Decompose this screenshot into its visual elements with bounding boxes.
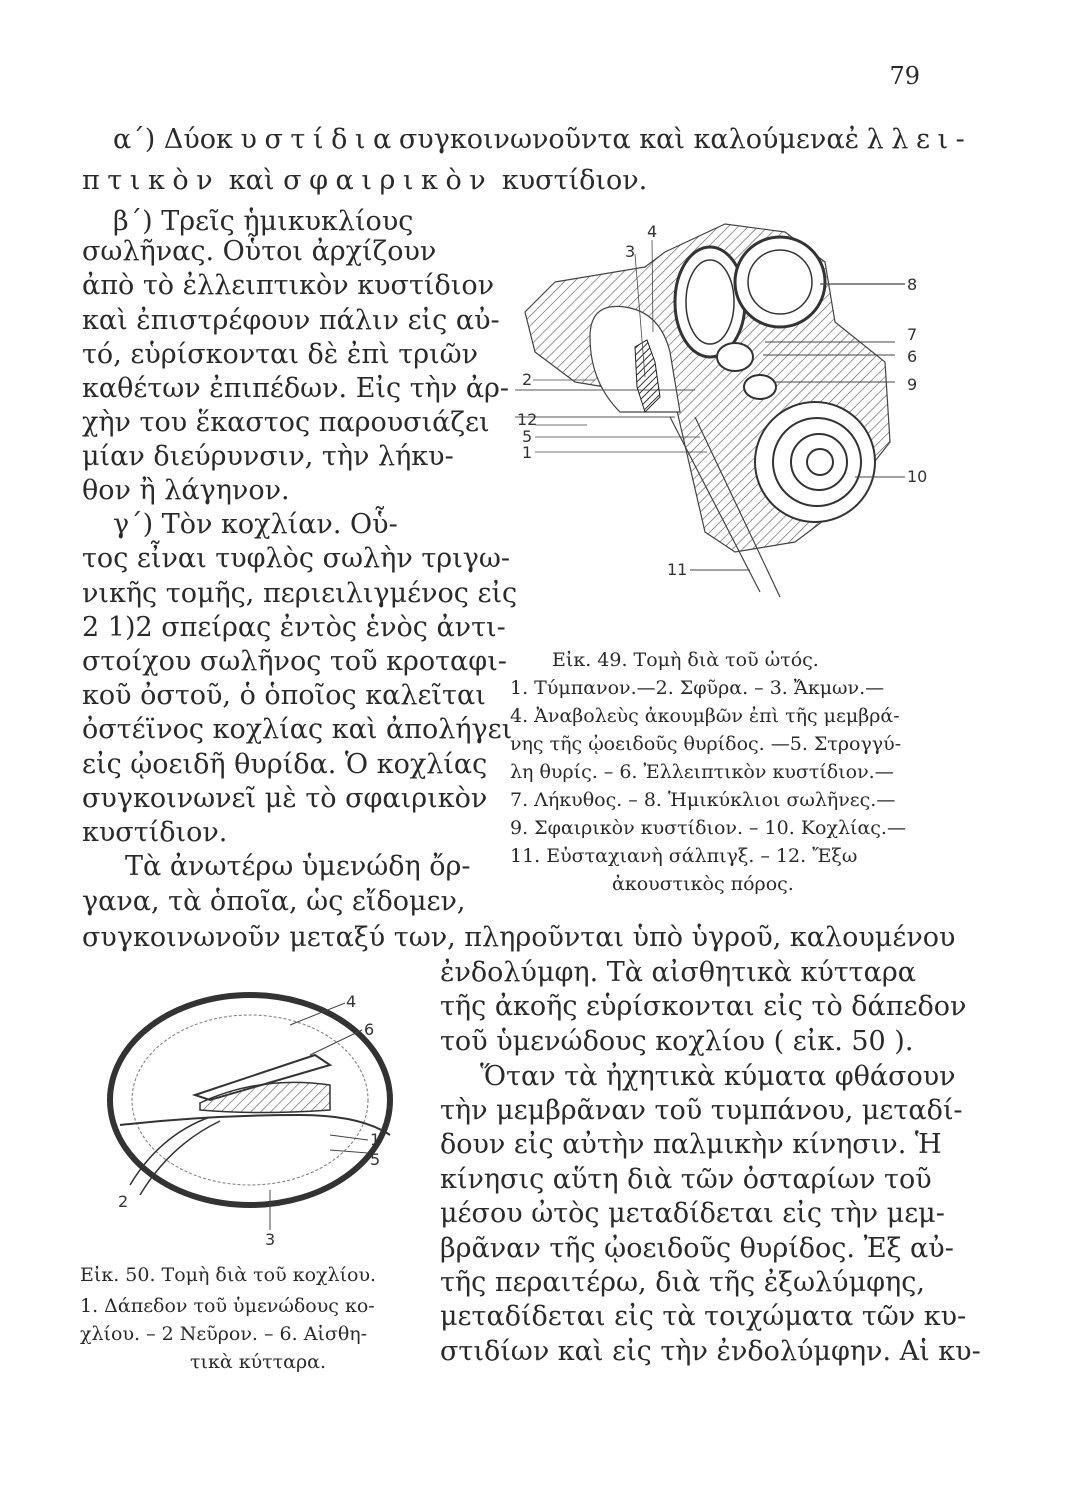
fig49-label: 6	[907, 347, 918, 366]
right-line: τῆς ἀκοῆς εὑρίσκονται εἰς τὸ δάπεδον	[440, 991, 967, 1022]
fig49-caption-title: Εἰκ. 49. Τομὴ διὰ τοῦ ὠτός.	[552, 649, 819, 671]
left-line: τος εἶναι τυφλὸς σωλὴν τριγω-	[82, 543, 511, 574]
fig50-label: 3	[265, 1230, 276, 1249]
fig49-label: 5	[522, 427, 533, 446]
fig49-label: 2	[522, 370, 533, 389]
fig49-caption-line: 11. Εὐσταχιανὴ σάλπιγξ. – 12. Ἔξω	[510, 845, 858, 867]
fig49-label: 11	[667, 560, 688, 579]
left-line: ὀστέϊνος κοχλίας καὶ ἀπολήγει	[82, 714, 513, 745]
left-line: β΄) Τρεῖς ἡμικυκλίους	[113, 206, 414, 237]
fig49-label: 1	[522, 443, 533, 462]
fig50-caption-line: τικὰ κύτταρα.	[190, 1351, 327, 1373]
fig49-label: 9	[907, 375, 918, 394]
fig49-caption-line: λη θυρίς. – 6. Ἐλλειπτικὸν κυστίδιον.—	[510, 761, 894, 783]
left-line: γ΄) Τὸν κοχλίαν. Οὗ-	[113, 509, 398, 540]
fig49-label: 4	[647, 222, 658, 241]
fig49-caption-line: 9. Σφαιρικὸν κυστίδιον. – 10. Κοχλίας.—	[510, 817, 906, 839]
fig50-caption-line: 1. Δάπεδον τοῦ ὑμενώδους κο-	[80, 1295, 375, 1317]
fig49-caption-line: νης τῆς ᾠοειδοῦς θυρίδος. —5. Στρογγύ-	[510, 733, 902, 755]
spaced-term: ἐλλει-	[844, 124, 973, 155]
left-line: 2 1)2 σπείρας ἐντὸς ἑνὸς ἀντι-	[82, 612, 506, 643]
nerve-fibre	[130, 1117, 210, 1185]
fig49-caption-line: 1. Τύμπανον.—2. Σφῦρα. – 3. Ἄκμων.—	[510, 677, 885, 699]
left-line: νικῆς τομῆς, περιειλιγμένος εἰς	[82, 578, 518, 609]
text-segment: συγκοινωνοῦντα καὶ καλούμενα	[398, 124, 845, 155]
left-line: κοῦ ὀστοῦ, ὁ ὁποῖος καλεῖται	[82, 680, 486, 711]
fig50-label: 5	[370, 1150, 381, 1169]
right-line: ἐνδολύμφη. Τὰ αἰσθητικὰ κύτταρα	[440, 957, 916, 988]
fig50-label: 6	[364, 1020, 375, 1039]
saccule	[744, 375, 776, 399]
left-line: καὶ ἐπιστρέφουν πάλιν εἰς αὐ-	[82, 305, 500, 336]
left-line: στοίχου σωλῆνος τοῦ κροταφι-	[82, 646, 507, 677]
left-line: μίαν διεύρυνσιν, τὴν λήκυ-	[82, 441, 454, 472]
fig50-caption-line: χλίου. – 2 Νεῦρον. – 6. Αἰσθη-	[80, 1323, 368, 1345]
fig50-label: 2	[118, 1192, 129, 1211]
left-line: τό, εὑρίσκονται δὲ ἐπὶ τριῶν	[82, 339, 479, 370]
fig49-label: 3	[625, 242, 636, 261]
left-line: κυστίδιον.	[82, 817, 228, 848]
left-line: εἰς ᾠοειδῆ θυρίδα. Ὁ κοχλίας	[82, 749, 488, 780]
right-line: τῆς περαιτέρω, διὰ τῆς ἐξωλύμφης,	[440, 1267, 925, 1298]
right-line: τοῦ ὑμενώδους κοχλίου ( εἰκ. 50 ).	[440, 1026, 914, 1057]
cochlea-floor	[120, 1115, 390, 1135]
left-line: Τὰ ἀνωτέρω ὑμενώδη ὄρ-	[125, 851, 471, 882]
left-line: γανα, τὰ ὁποῖα, ὡς εἴδομεν,	[82, 886, 466, 917]
right-line: μέσου ὠτὸς μεταδίδεται εἰς τὴν μεμ-	[440, 1198, 945, 1229]
text-segment: κυστίδιον.	[501, 165, 648, 196]
fig50-caption-title: Εἰκ. 50. Τομὴ διὰ τοῦ κοχλίου.	[80, 1264, 377, 1286]
fig49-label: 12	[517, 410, 538, 429]
cochlea-section-figure	[100, 985, 410, 1250]
fig49-caption-line: 7. Λήκυθος. – 8. Ἡμικύκλιοι σωλῆνες.—	[510, 789, 896, 811]
text-line-a	[113, 123, 973, 156]
fig49-caption-line: ἀκουστικὸς πόρος.	[612, 873, 794, 895]
page-number: 79	[889, 62, 920, 90]
full-width-line: συγκοινωνοῦν μεταξύ των, πληροῦνται ὑπὸ ὑγροῦ, καλουμένου	[82, 922, 956, 953]
left-line: σωλῆνας. Οὗτοι ἀρχίζουν	[82, 236, 437, 267]
fig49-label: 8	[907, 275, 918, 294]
left-line: ἀπὸ τὸ ἐλλειπτικὸν κυστίδιον	[82, 270, 495, 301]
left-line: χὴν του ἕκαστος παρουσιάζει	[82, 407, 490, 438]
spaced-term: πτικὸν	[82, 165, 221, 196]
utricle	[717, 343, 753, 371]
fig49-caption-line: 4. Ἀναβολεὺς ἀκουμβῶν ἐπὶ τῆς μεμβρά-	[510, 705, 900, 727]
spaced-term: κυστίδια	[216, 124, 399, 155]
right-line: κίνησις αὕτη διὰ τῶν ὀσταρίων τοῦ	[440, 1164, 932, 1195]
ear-section-figure	[495, 212, 945, 632]
right-line: βρᾶναν τῆς ᾠοειδοῦς θυρίδος. Ἐξ αὐ-	[440, 1233, 954, 1264]
text-line-b	[82, 164, 647, 197]
right-line: Ὅταν τὰ ἠχητικὰ κύματα φθάσουν	[480, 1061, 956, 1092]
right-line: στιδίων καὶ εἰς τὴν ἐνδολύμφην. Αἱ κυ-	[440, 1336, 981, 1367]
right-line: μεταδίδεται εἰς τὰ τοιχώματα τῶν κυ-	[440, 1301, 967, 1332]
left-line: θον ἢ λάγηνον.	[82, 475, 290, 506]
right-line: δουν εἰς αὐτὴν παλμικὴν κίνησιν. Ἡ	[440, 1129, 942, 1160]
fig49-label: 7	[907, 325, 918, 344]
fig49-label: 10	[907, 467, 928, 486]
text-segment: καὶ	[228, 165, 275, 196]
right-line: τὴν μεμβρᾶναν τοῦ τυμπάνου, μεταδί-	[440, 1095, 963, 1126]
spaced-term: σφαιρικὸν	[283, 165, 494, 196]
fig50-label: 4	[346, 992, 357, 1011]
text-segment: α΄) Δύο	[113, 124, 217, 155]
left-line: συγκοινωνεῖ μὲ τὸ σφαιρικὸν	[82, 783, 488, 814]
left-line: καθέτων ἐπιπέδων. Εἰς τὴν ἀρ-	[82, 373, 510, 404]
fig50-label: 1	[370, 1130, 381, 1149]
